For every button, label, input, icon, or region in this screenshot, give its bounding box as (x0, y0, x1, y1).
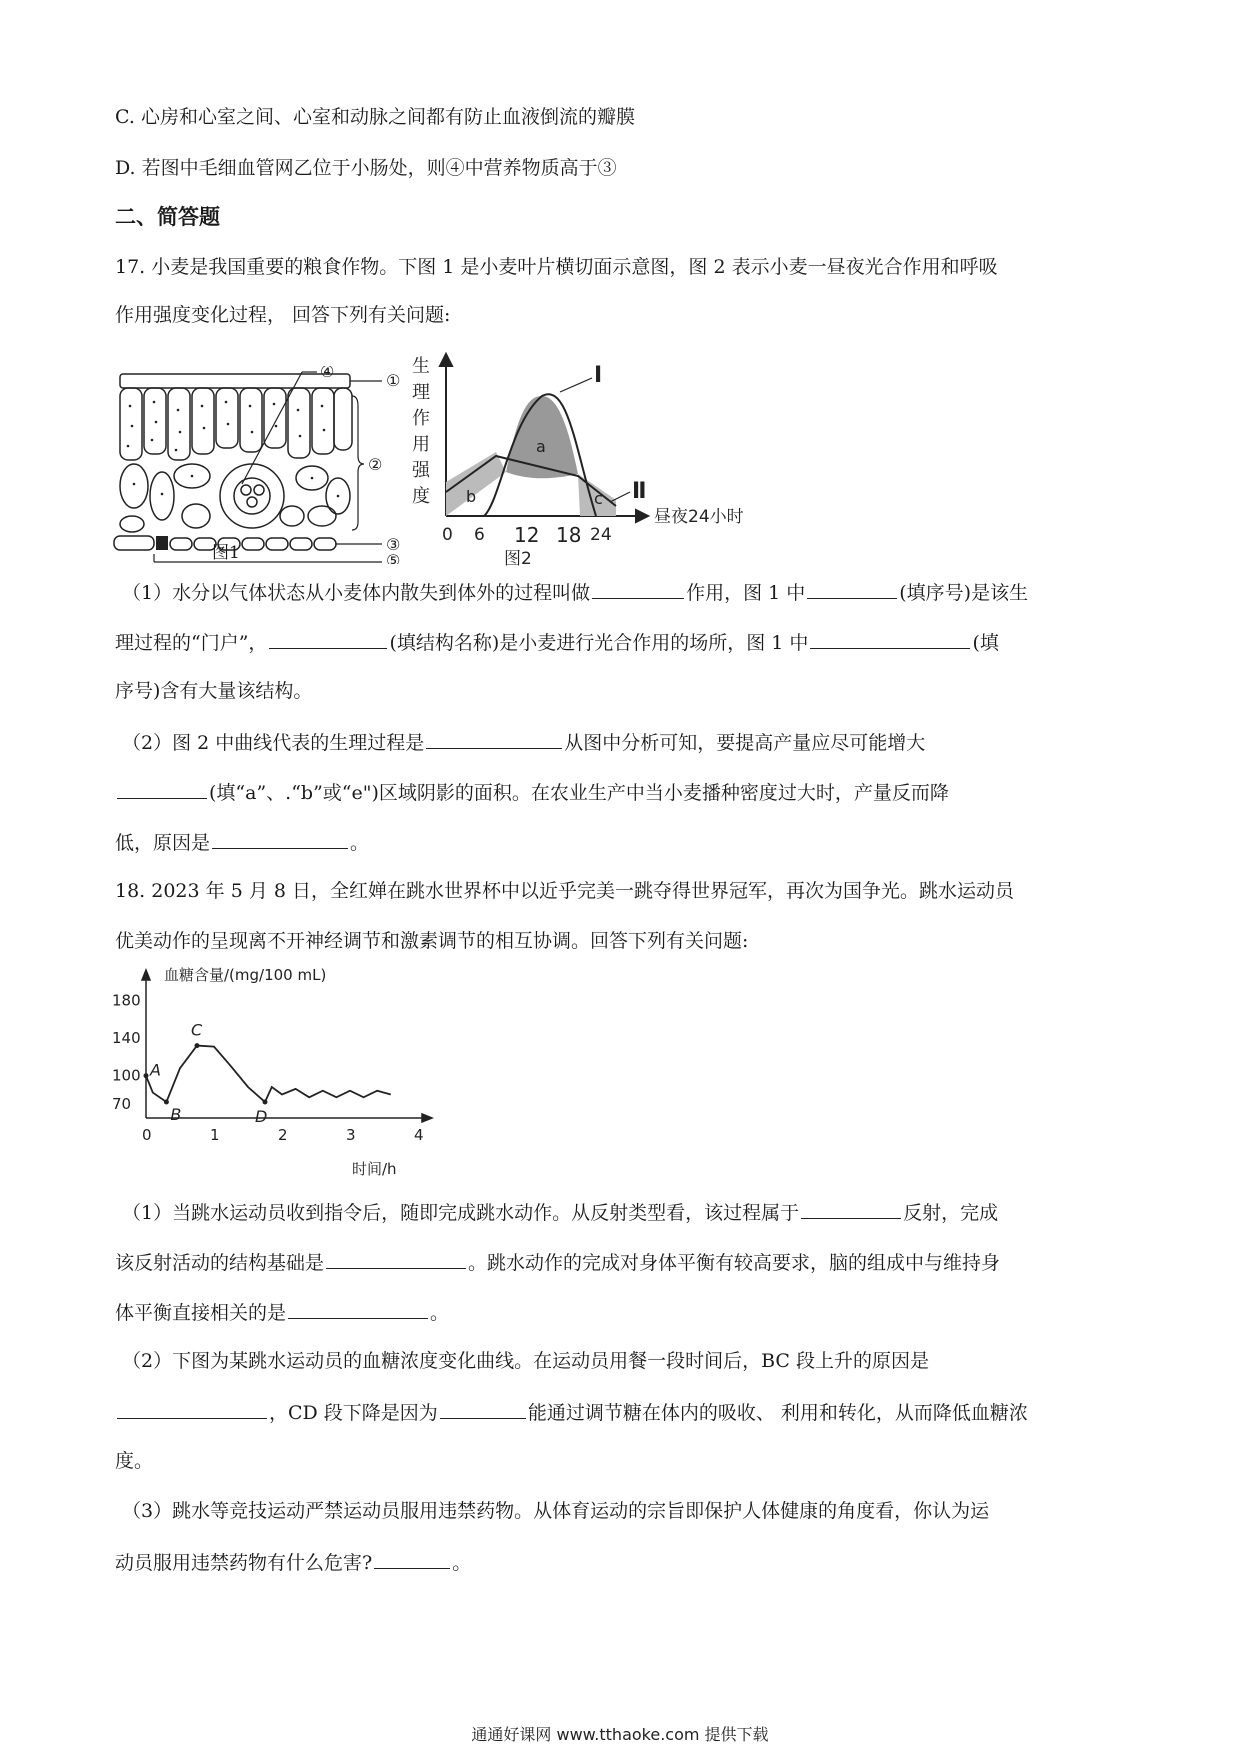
y-tick-label: 140 (112, 1029, 141, 1048)
x-tick-label: 2 (278, 1126, 288, 1144)
q17-part2-line2: (填“a”、.“b”或“e")区域阴影的面积。在农业生产中当小麦播种密度过大时，产量反而降 (115, 778, 949, 806)
option-c: C. 心房和心室之间、心室和动脉之间都有防止血液倒流的瓣膜 (115, 106, 635, 128)
figure-1-leaf-cross-section (112, 366, 412, 564)
x-tick-label: 4 (414, 1126, 424, 1144)
curve-label-1: Ⅰ (594, 363, 603, 388)
q17-part1-line2: 理过程的“门户”， (填结构名称)是小麦进行光合作用的场所，图 1 中 (填 (115, 628, 999, 656)
q18-part1-line2: 该反射活动的结构基础是 。跳水动作的完成对身体平衡有较高要求，脑的组成中与维持身 (115, 1248, 1000, 1276)
answer-blank[interactable] (269, 628, 387, 649)
figure-2-caption: 图2 (504, 549, 532, 568)
q18-part1-line3: 体平衡直接相关的是 。 (115, 1298, 449, 1326)
fig2-ylabel-char: 用 (412, 434, 430, 455)
blood-glucose-chart (112, 962, 452, 1186)
answer-blank[interactable] (426, 728, 562, 749)
y-tick-label: 70 (112, 1094, 132, 1113)
q18-part2-line1: （2）下图为某跳水运动员的血糖浓度变化曲线。在运动员用餐一段时间后，BC 段上升的原因是 (122, 1350, 929, 1372)
answer-blank[interactable] (288, 1298, 428, 1319)
answer-blank[interactable] (440, 1398, 526, 1419)
q18-part3-line1: （3）跳水等竞技运动严禁运动员服用违禁药物。从体育运动的宗旨即保护人体健康的角度看，你认为运 (122, 1500, 990, 1522)
q17-part2-line3: 低，原因是 。 (115, 828, 369, 856)
q18-part2-line3: 度。 (115, 1450, 154, 1472)
region-label-c: c (594, 489, 603, 508)
figure-1-caption: 图1 (212, 543, 240, 563)
label-1: ① (386, 371, 401, 390)
answer-blank[interactable] (810, 628, 970, 649)
label-3: ③ (386, 535, 401, 554)
q17-part1-line3: 序号)含有大量该结构。 (115, 680, 313, 702)
q17-part1-line1: （1）水分以气体状态从小麦体内散失到体外的过程叫做 作用，图 1 中 (填序号)是该生 (122, 578, 1028, 606)
region-label-b: b (466, 487, 477, 506)
point-label: A (150, 1060, 161, 1080)
q18-part1-line1: （1）当跳水运动员收到指令后，随即完成跳水动作。从反射类型看，该过程属于 反射，完成 (122, 1198, 998, 1226)
answer-blank[interactable] (592, 578, 684, 599)
x-tick-label: 0 (142, 1126, 152, 1144)
q18-part2-line2: ，CD 段下降是因为 能通过调节糖在体内的吸收、 利用和转化，从而降低血糖浓 (115, 1398, 1028, 1426)
answer-blank[interactable] (117, 778, 207, 799)
data-point (164, 1100, 169, 1105)
label-5: ⑤ (386, 551, 401, 564)
answer-blank[interactable] (117, 1398, 267, 1419)
answer-blank[interactable] (212, 828, 348, 849)
option-d: D. 若图中毛细血管网乙位于小肠处，则④中营养物质高于③ (115, 157, 617, 179)
fig2-ylabel-char: 作 (412, 408, 430, 429)
fig2-xtick: 24 (590, 525, 612, 545)
label-2: ② (368, 455, 383, 474)
answer-blank[interactable] (801, 1198, 901, 1219)
data-point (144, 1073, 149, 1078)
fig2-ylabel-char: 度 (412, 486, 430, 507)
q18-stem-2: 优美动作的呈现离不开神经调节和激素调节的相互协调。回答下列有关问题: (115, 930, 749, 952)
answer-blank[interactable] (374, 1548, 450, 1569)
answer-blank[interactable] (326, 1248, 466, 1269)
data-point (263, 1100, 268, 1105)
point-label: B (170, 1105, 182, 1125)
answer-blank[interactable] (807, 578, 897, 599)
section-title: 二、简答题 (115, 205, 220, 229)
y-tick-label: 180 (112, 991, 141, 1010)
x-tick-label: 1 (210, 1126, 220, 1144)
fig2-xlabel: 昼夜24小时 (654, 507, 744, 527)
y-tick-label: 100 (112, 1066, 141, 1085)
q17-stem-2: 作用强度变化过程， 回答下列有关问题: (115, 304, 451, 326)
fig2-ylabel-char: 理 (412, 382, 430, 403)
fig2-ylabel-char: 强 (412, 460, 430, 481)
q18-stem-1: 18. 2023 年 5 月 8 日，全红婵在跳水世界杯中以近乎完美一跳夺得世界冠军，再次为国争光。跳水运动员 (115, 880, 1014, 902)
page-footer: 通通好课网 www.tthaoke.com 提供下载 (471, 1725, 769, 1744)
curve-label-2: Ⅱ (632, 479, 647, 504)
data-point (195, 1043, 200, 1048)
point-label: D (255, 1107, 268, 1127)
region-label-a: a (536, 437, 546, 456)
blood-glucose-line (146, 1046, 391, 1102)
label-4: ④ (320, 366, 335, 381)
fig2-xtick: 12 (514, 523, 540, 547)
fig2-xtick: 18 (556, 523, 582, 547)
x-tick-label: 3 (346, 1126, 356, 1144)
fig2-xtick: 0 (442, 525, 453, 545)
q17-stem-1: 17. 小麦是我国重要的粮食作物。下图 1 是小麦叶片横切面示意图，图 2 表示小麦一昼夜光合作用和呼吸 (115, 256, 998, 278)
figure-2-intensity-chart (410, 352, 780, 568)
chart-xlabel: 时间/h (352, 1160, 397, 1178)
chart-ylabel: 血糖含量/(mg/100 mL) (164, 966, 327, 984)
q18-part3-line2: 动员服用违禁药物有什么危害? 。 (115, 1548, 471, 1576)
point-label: C (191, 1020, 203, 1040)
q17-part2-line1: （2）图 2 中曲线代表的生理过程是 从图中分析可知，要提高产量应尽可能增大 (122, 728, 925, 756)
fig2-xtick: 6 (474, 525, 485, 545)
fig2-ylabel-char: 生 (412, 356, 430, 377)
